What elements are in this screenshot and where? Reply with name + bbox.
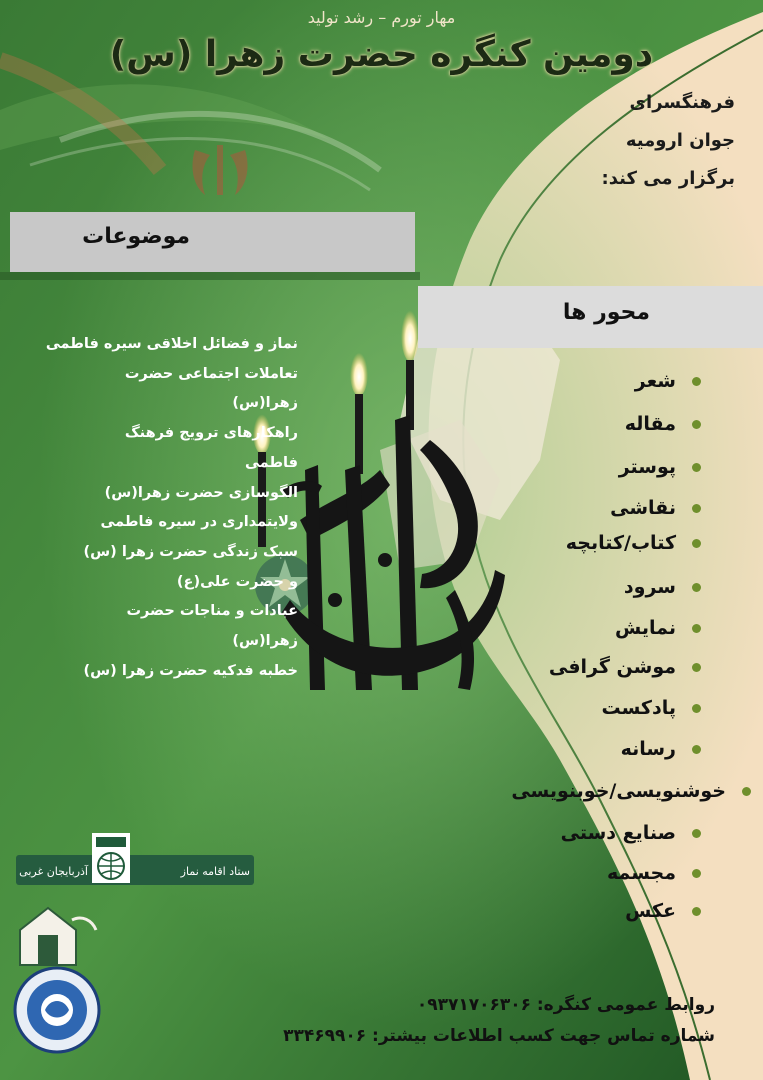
axis-list-item bbox=[625, 413, 701, 435]
bullet-icon bbox=[742, 787, 751, 796]
axis-list-item bbox=[607, 862, 701, 884]
bullet-icon bbox=[692, 583, 701, 592]
axis-list-item bbox=[566, 532, 701, 554]
axis-label: سرود bbox=[623, 576, 676, 598]
bullet-icon bbox=[692, 420, 701, 429]
svg-text:آذربایجان غربی: آذربایجان غربی bbox=[19, 865, 88, 878]
topics-heading: موضوعات bbox=[82, 224, 190, 249]
axis-list-item bbox=[621, 738, 701, 760]
topic-line: زهرا(س) bbox=[232, 395, 298, 412]
topic-line: سبک زندگی حضرت زهرا (س) bbox=[83, 543, 298, 560]
organizer-line: فرهنگسرای bbox=[629, 92, 735, 113]
axis-list-item bbox=[615, 617, 701, 639]
axis-label: پادکست bbox=[601, 697, 676, 719]
axis-label: موشن گرافی bbox=[548, 656, 676, 678]
bullet-icon bbox=[692, 504, 701, 513]
axis-label: پوستر bbox=[618, 456, 676, 478]
axis-list-item bbox=[610, 497, 701, 519]
contact-pr-line: روابط عمومی کنگره: ۰۹۳۷۱۷۰۶۳۰۶ bbox=[416, 995, 715, 1015]
bullet-icon bbox=[692, 463, 701, 472]
axis-label: شعر bbox=[634, 370, 676, 392]
contact-block bbox=[220, 990, 715, 1053]
axis-label: عکس bbox=[625, 900, 676, 922]
topic-line: عبادات و مناجات حضرت bbox=[126, 603, 298, 620]
topic-line: نماز و فضائل اخلاقی سیره فاطمی bbox=[45, 336, 298, 352]
axis-list-item bbox=[511, 780, 751, 802]
axis-label: نقاشی bbox=[610, 497, 676, 519]
page-title: دومین کنگره حضرت زهرا (س) bbox=[109, 34, 654, 75]
contact-info-line: شماره تماس جهت کسب اطلاعات بیشتر: ۳۳۴۶۹۹۰۶ bbox=[283, 1026, 715, 1047]
bullet-icon bbox=[692, 745, 701, 754]
topic-line: و حضرت علی(ع) bbox=[176, 573, 298, 590]
axis-list-item bbox=[561, 822, 701, 844]
axis-list-item bbox=[635, 370, 701, 392]
bullet-icon bbox=[692, 907, 701, 916]
axis-list-item bbox=[601, 697, 701, 719]
axes-heading: محور ها bbox=[562, 300, 650, 325]
topic-line: خطبه فدکیه حضرت زهرا (س) bbox=[83, 662, 298, 679]
topic-line: الگوسازی حضرت زهرا(س) bbox=[104, 484, 298, 501]
bullet-icon bbox=[692, 377, 701, 386]
institution-seal-icon bbox=[15, 968, 99, 1052]
slogan: مهار تورم – رشد تولید bbox=[307, 8, 456, 27]
topic-line: ولایتمداری در سیره فاطمی bbox=[100, 514, 298, 531]
organizer-line: برگزار می کند: bbox=[601, 167, 735, 189]
bullet-icon bbox=[692, 869, 701, 878]
axis-label: صنایع دستی bbox=[560, 822, 676, 844]
organizer-line: جوان ارومیه bbox=[625, 129, 735, 151]
topic-line: فاطمی bbox=[245, 454, 298, 471]
bullet-icon bbox=[692, 663, 701, 672]
axis-label: مقاله bbox=[624, 413, 676, 435]
bullet-icon bbox=[692, 624, 701, 633]
topics-list bbox=[6, 330, 298, 686]
organizer-block bbox=[565, 84, 735, 197]
axis-label: نمایش bbox=[615, 617, 676, 639]
emblem-icon bbox=[192, 145, 247, 195]
svg-text:ستاد اقامه نماز: ستاد اقامه نماز bbox=[180, 865, 250, 878]
topic-line: راهکارهای ترویج فرهنگ bbox=[124, 425, 298, 442]
axis-list-item bbox=[619, 456, 701, 478]
axis-list-item bbox=[625, 900, 701, 922]
topic-line: تعاملات اجتماعی حضرت bbox=[124, 365, 298, 382]
axis-list-item bbox=[549, 656, 701, 678]
bullet-icon bbox=[692, 539, 701, 548]
axis-label: خوشنویسی/خوبنویسی bbox=[511, 780, 726, 802]
axis-label: رسانه bbox=[620, 738, 676, 760]
axis-list-item bbox=[624, 576, 701, 598]
axis-label: کتاب/کتابچه bbox=[565, 532, 676, 554]
topic-line: زهرا(س) bbox=[232, 633, 298, 650]
bullet-icon bbox=[692, 704, 701, 713]
bullet-icon bbox=[692, 829, 701, 838]
axis-label: مجسمه bbox=[606, 862, 676, 884]
